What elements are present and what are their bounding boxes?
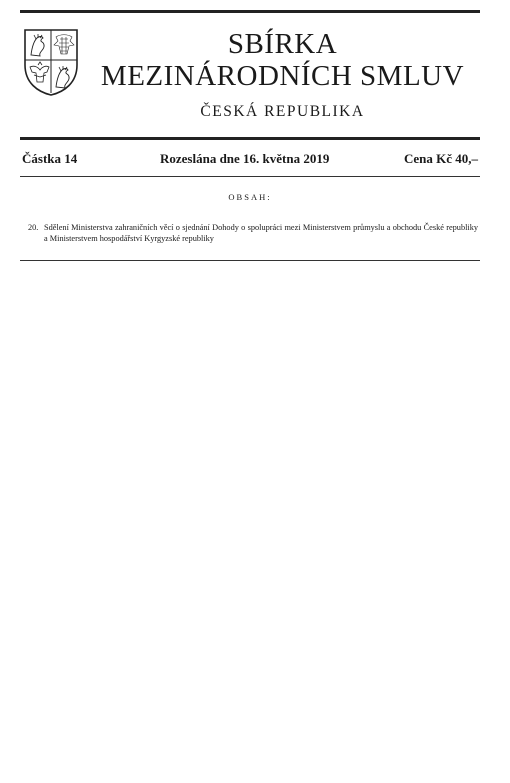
subtitle: ČESKÁ REPUBLIKA — [200, 103, 365, 120]
issue-price: Cena Kč 40,– — [403, 151, 478, 166]
title-line-1: SBÍRKA — [227, 28, 338, 60]
issue-info-row — [20, 151, 480, 169]
issue-rule — [20, 176, 480, 177]
contents-heading: OBSAH: — [228, 192, 272, 202]
issue-distributed-date: Rozeslána dne 16. května 2019 — [160, 151, 330, 166]
contents-bottom-rule — [20, 260, 480, 261]
top-rule — [20, 10, 480, 13]
entry-number: 20. — [28, 223, 39, 232]
entry-text: Sdělení Ministerstva zahraničních věcí o sjednání Dohody o spolupráci mezi Ministerstvem průmyslu a obchodu České republiky a Ministerstvem hospodářství Kyrgyzské republiky — [44, 223, 478, 243]
title-line-2: MEZINÁRODNÍCH SMLUV — [100, 60, 465, 92]
coat-of-arms-icon — [22, 27, 80, 97]
header-rule — [20, 137, 480, 140]
issue-part: Částka 14 — [22, 151, 78, 166]
